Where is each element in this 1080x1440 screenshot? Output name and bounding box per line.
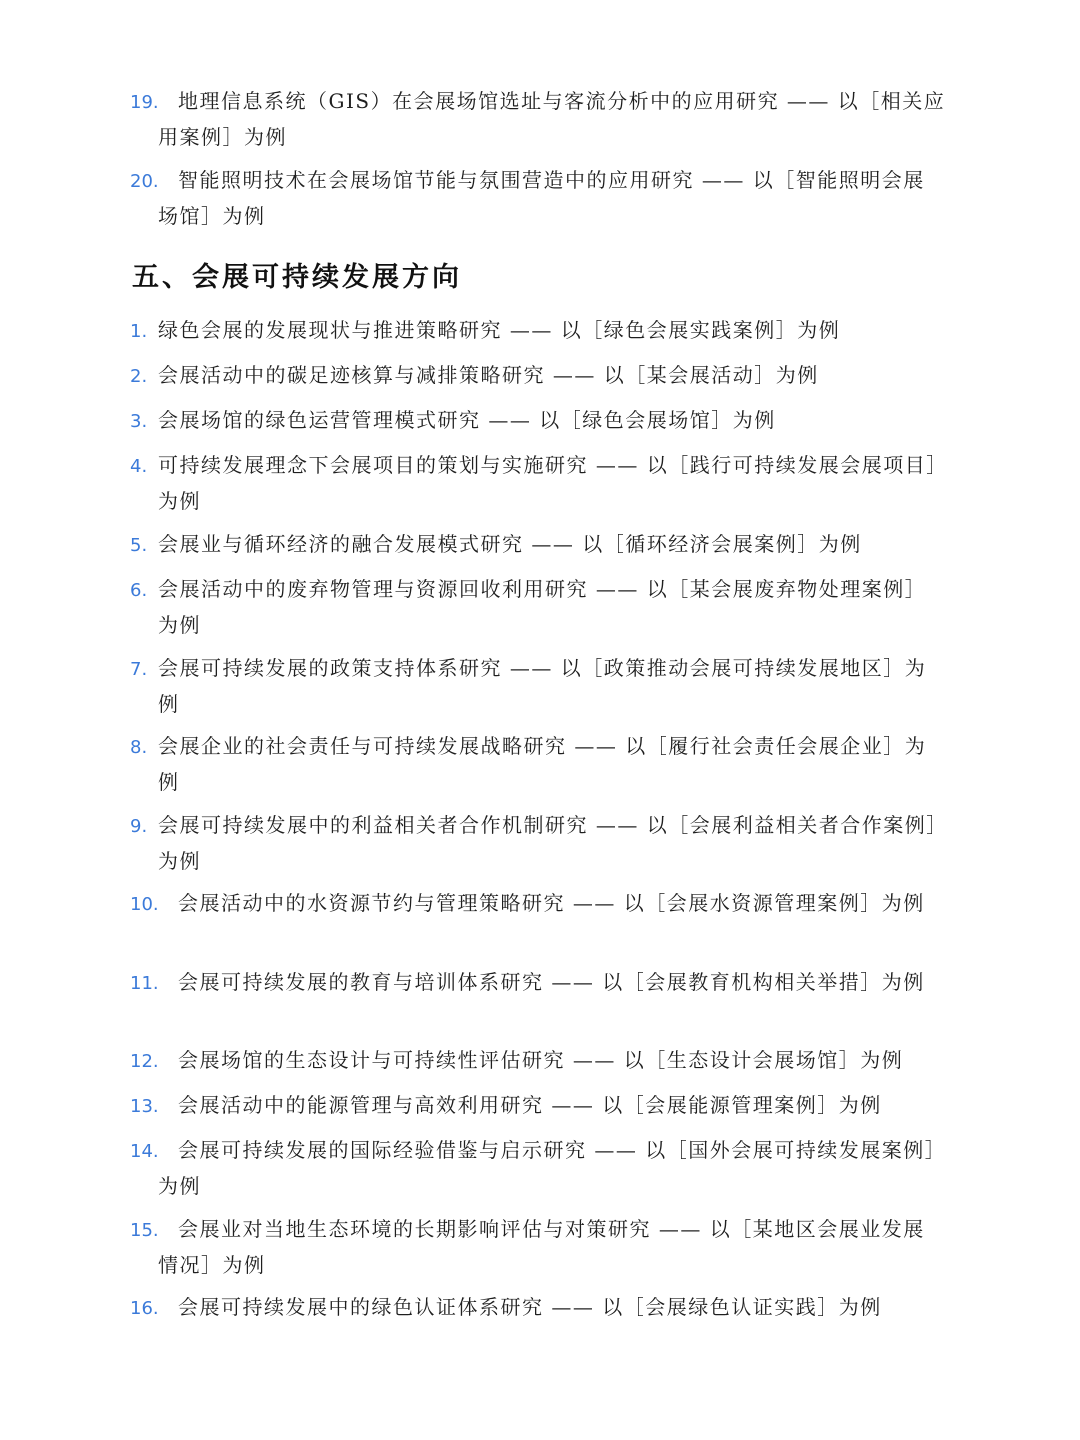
list-item-text-continued: 例 (158, 770, 180, 794)
list-number: 10. (130, 894, 159, 915)
list-item-19 (130, 84, 960, 154)
list-item-text: 会展可持续发展的国际经验借鉴与启示研究 —— 以［国外会展可持续发展案例］ (178, 1138, 947, 1162)
list-item-text: 会展可持续发展中的利益相关者合作机制研究 —— 以［会展利益相关者合作案例］ (158, 813, 948, 837)
list-item-text-continued: 为例 (158, 489, 201, 513)
list-number: 1. (130, 321, 148, 342)
list-item-16 (130, 1290, 960, 1326)
list-item-text: 会展可持续发展的政策支持体系研究 —— 以［政策推动会展可持续发展地区］为 (158, 656, 927, 680)
list-item-10 (130, 886, 960, 922)
list-item-text: 地理信息系统（GIS）在会展场馆选址与客流分析中的应用研究 —— 以［相关应 (178, 89, 946, 113)
list-item-text: 会展可持续发展中的绿色认证体系研究 —— 以［会展绿色认证实践］为例 (178, 1295, 882, 1319)
list-number: 19. (130, 92, 159, 113)
list-item-11 (130, 965, 960, 1001)
list-item-15 (130, 1212, 960, 1282)
list-item-text-continued: 例 (158, 692, 180, 716)
list-number: 14. (130, 1141, 159, 1162)
list-number: 11. (130, 973, 159, 994)
list-number: 12. (130, 1051, 159, 1072)
list-item-4 (130, 448, 960, 518)
list-number: 16. (130, 1298, 159, 1319)
list-item-text: 会展活动中的废弃物管理与资源回收利用研究 —— 以［某会展废弃物处理案例］ (158, 577, 927, 601)
list-item-text: 会展可持续发展的教育与培训体系研究 —— 以［会展教育机构相关举措］为例 (178, 970, 925, 994)
list-item-2 (130, 358, 960, 394)
list-item-text: 会展活动中的水资源节约与管理策略研究 —— 以［会展水资源管理案例］为例 (178, 891, 925, 915)
list-number: 8. (130, 737, 148, 758)
list-item-7 (130, 651, 960, 721)
list-item-14 (130, 1133, 960, 1203)
list-item-13 (130, 1088, 960, 1124)
list-item-text-continued: 为例 (158, 1174, 201, 1198)
list-number: 5. (130, 535, 148, 556)
list-item-5 (130, 527, 960, 563)
list-item-6 (130, 572, 960, 642)
list-item-20 (130, 163, 960, 233)
section-heading: 五、会展可持续发展方向 (132, 262, 462, 293)
list-number: 7. (130, 659, 148, 680)
list-item-text: 会展活动中的能源管理与高效利用研究 —— 以［会展能源管理案例］为例 (178, 1093, 882, 1117)
list-item-8 (130, 729, 960, 799)
list-number: 9. (130, 816, 148, 837)
list-item-text-continued: 情况］为例 (158, 1253, 266, 1277)
list-item-text: 会展业对当地生态环境的长期影响评估与对策研究 —— 以［某地区会展业发展 (178, 1217, 925, 1241)
list-item-text-continued: 为例 (158, 613, 201, 637)
list-number: 3. (130, 411, 148, 432)
list-number: 13. (130, 1096, 159, 1117)
list-item-text-continued: 为例 (158, 849, 201, 873)
list-item-text: 会展业与循环经济的融合发展模式研究 —— 以［循环经济会展案例］为例 (158, 532, 862, 556)
list-item-text: 绿色会展的发展现状与推进策略研究 —— 以［绿色会展实践案例］为例 (158, 318, 841, 342)
list-number: 15. (130, 1220, 159, 1241)
list-item-text-continued: 用案例］为例 (158, 125, 287, 149)
list-number: 2. (130, 366, 148, 387)
list-item-text: 会展企业的社会责任与可持续发展战略研究 —— 以［履行社会责任会展企业］为 (158, 734, 927, 758)
list-item-3 (130, 403, 960, 439)
list-number: 4. (130, 456, 148, 477)
list-item-text: 智能照明技术在会展场馆节能与氛围营造中的应用研究 —— 以［智能照明会展 (178, 168, 925, 192)
list-item-text: 会展场馆的绿色运营管理模式研究 —— 以［绿色会展场馆］为例 (158, 408, 776, 432)
list-item-text: 会展场馆的生态设计与可持续性评估研究 —— 以［生态设计会展场馆］为例 (178, 1048, 904, 1072)
list-item-12 (130, 1043, 960, 1079)
list-item-text-continued: 场馆］为例 (158, 204, 266, 228)
list-number: 6. (130, 580, 148, 601)
list-item-1 (130, 313, 960, 349)
list-item-text: 会展活动中的碳足迹核算与减排策略研究 —— 以［某会展活动］为例 (158, 363, 819, 387)
list-item-text: 可持续发展理念下会展项目的策划与实施研究 —— 以［践行可持续发展会展项目］ (158, 453, 948, 477)
list-number: 20. (130, 171, 159, 192)
list-item-9 (130, 808, 960, 878)
